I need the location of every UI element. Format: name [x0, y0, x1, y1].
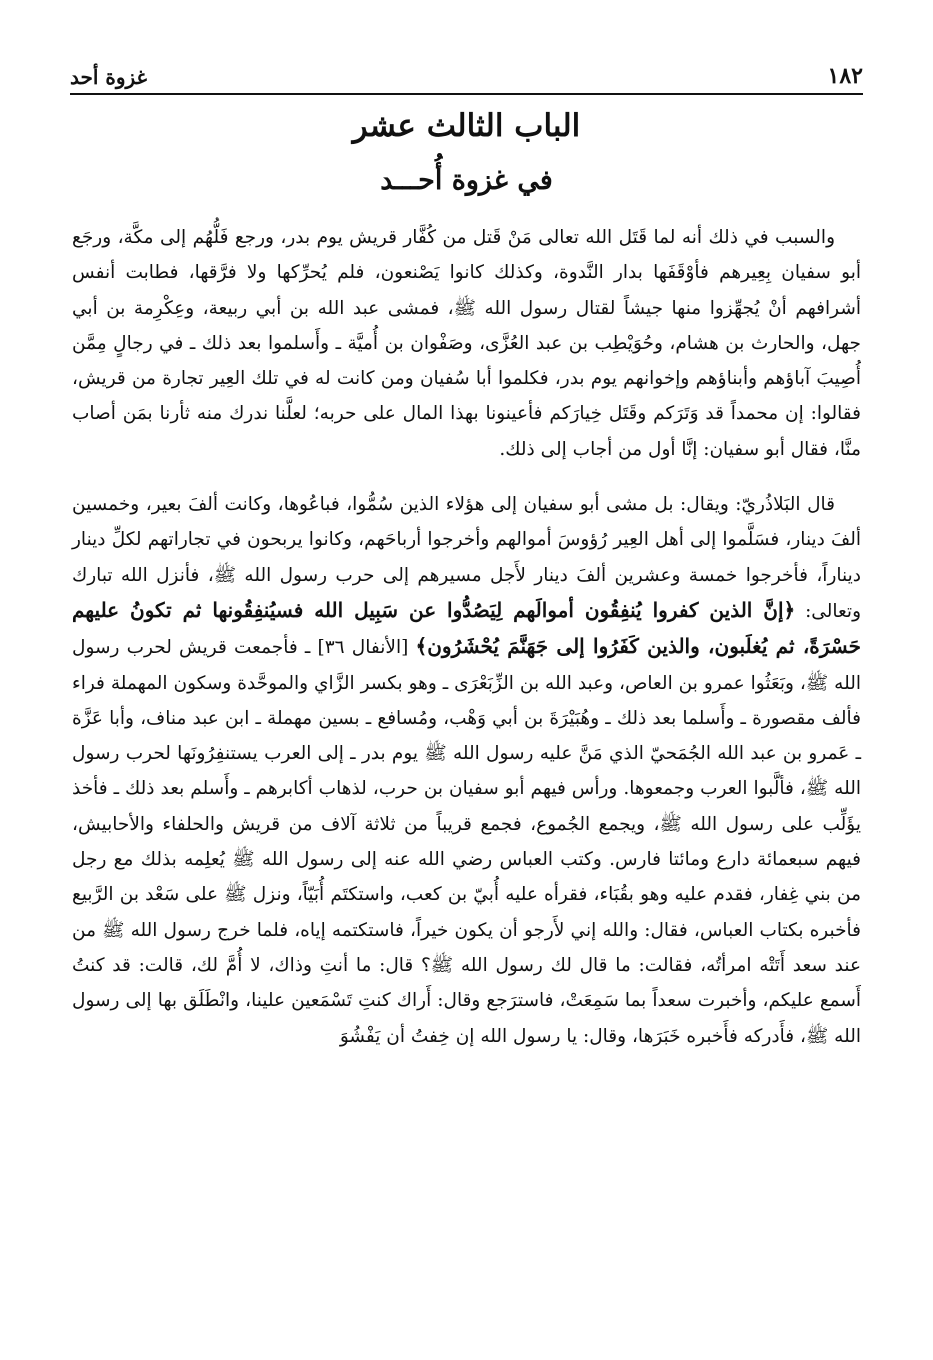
running-title: غزوة أحد [70, 65, 148, 89]
body-text [72, 220, 861, 1054]
chapter-title: الباب الثالث عشر [352, 108, 581, 144]
running-header [70, 55, 863, 95]
quran-verse: ﴿إنَّ الذين كفروا يُنفِقُون أموالَهم لِيَصُدُّوا عن سَبِيل الله فسيُنفِقُونها ثم تكونُ عليهم حَسْرَةً، ثم يُغلَبون، والذين كَفَرُوا إلى جَهَنَّمَ يُحْشَرُون﴾ [72, 597, 861, 659]
paragraph [72, 487, 861, 1054]
chapter-subtitle: في غزوة أُحـــد [380, 165, 553, 196]
page-number: ١٨٢ [827, 63, 863, 89]
paragraph-text-before-verse: قال البَلاذُريّ: ويقال: بل مشى أبو سفيان إلى هؤلاء الذين سُمُّوا، فباعُوها، وكانت ألفَ بعير، وخمسين ألفَ دينار، فسَلَّموا إلى أهل العِير رُؤوسَ أموالهم وأخرجوا أرباحَهم، وكانوا يربحون في تجاراتهم لكلِّ دينار ديناراً، فأخرجوا خمسة وعشرين ألفَ دينار لأَجل مسيرهم إلى حرب رسول الله ﷺ، فأنزل الله تبارك وتعالى: [72, 494, 862, 622]
paragraph-text-after-verse: [الأنفال ٣٦] ـ فأجمعت قريش لحرب رسول الله ﷺ، وبَعَثُوا عمرو بن العاص، وعبد الله بن الزِّبَعْرَى ـ وهو بكسر الزَّاي والموحَّدة وسكون المهملة فراء فألف مقصورة ـ وأَسلما بعد ذلك ـ وهُبَيْرَةَ بن أبي وَهْب، ومُسافع ـ بسين مهملة ـ ابن عبد مناف، وأبا عَزَّة ـ عَمرو بن عبد الله الجُمَحيّ الذي مَنَّ عليه رسول الله ﷺ يوم بدر ـ إلى العرب يستنفِرُونَها لحرب رسول الله ﷺ، فألَّبوا العرب وجمعوها. ورأس فيهم أبو سفيان بن حرب، لذهاب أكابرهم ـ وأَسلم بعد ذلك ـ فأخذ يؤَلِّب على رسول الله ﷺ، ويجمع الجُموع، فجمع قريباً من ثلاثة آلاف من قريش والحلفاء والأحابيش، فيهم سبعمائة دارع ومائتا فارس. وكتب العباس رضي الله عنه إلى رسول الله ﷺ يُعلِمه بذلك مع رجل من بني غِفار، فقدم عليه وهو بقُبَاء، فقرأه عليه أُبيّ بن كعب، واستكتَم أُبَيّاً، ونزل ﷺ على سَعْد بن الرَّبيع فأخبره بكتاب العباس، فقال: والله إني لأَرجو أن يكون خيراً، فاستكتمه إياه، فلما خرج رسول الله ﷺ من عند سعد أَتَتْه امرأتُه، فقالت: ما قال لك رسول الله ﷺ؟ قال: ما أنتِ وذاك، لا أُمَّ لك، قالت: قد كنتُ أَسمع عليكم، وأخبرت سعداً بما سَمِعَتْ، فاسترَجع وقال: أَراك كنتِ تَسْمَعين علينا، وانْطَلَق بها إلى رسول الله ﷺ، فأَدركه فأَخبره خَبَرَها، وقال: يا رسول الله إن خِفتُ أن يَفْشُوَ [72, 637, 861, 1047]
paragraph: والسبب في ذلك أنه لما قَتَل الله تعالى مَنْ قَتل من كُفَّار قريش يوم بدر، ورجع فَلُّهُم إلى مكَّة، ورجَع أبو سفيان بِعِيرهم فأوْقَفَها بدار النَّدوة، وكذلك كانوا يَصْنعون، فلم يُحرِّكها ولا فرَّقها، فطابت أنفس أشرافهم أنْ يُجهِّزوا منها جيشاً لقتال رسول الله ﷺ، فمشى عبد الله بن أبي ربيعة، وعِكْرِمة بن أبي جهل، والحارث بن هشام، وحُوَيْطِب بن عبد العُزَّى، وصَفْوان بن أُميَّة ـ وأَسلموا بعد ذلك ـ في رجالٍ مِمَّن أُصِيبَ آباؤهم وأبناؤهم وإخوانهم يوم بدر، فكلموا أبا سُفيان ومن كانت له في تلك العِير تجارة من قريش، فقالوا: إن محمداً قد وَتَرَكم وقَتَل خِيارَكم فأعينونا بهذا المال على حربه؛ لعلَّنا ندرك منه ثأرنا بمَن أصاب منَّا، فقال أبو سفيان: إنَّا أول من أجاب إلى ذلك. [72, 227, 861, 460]
